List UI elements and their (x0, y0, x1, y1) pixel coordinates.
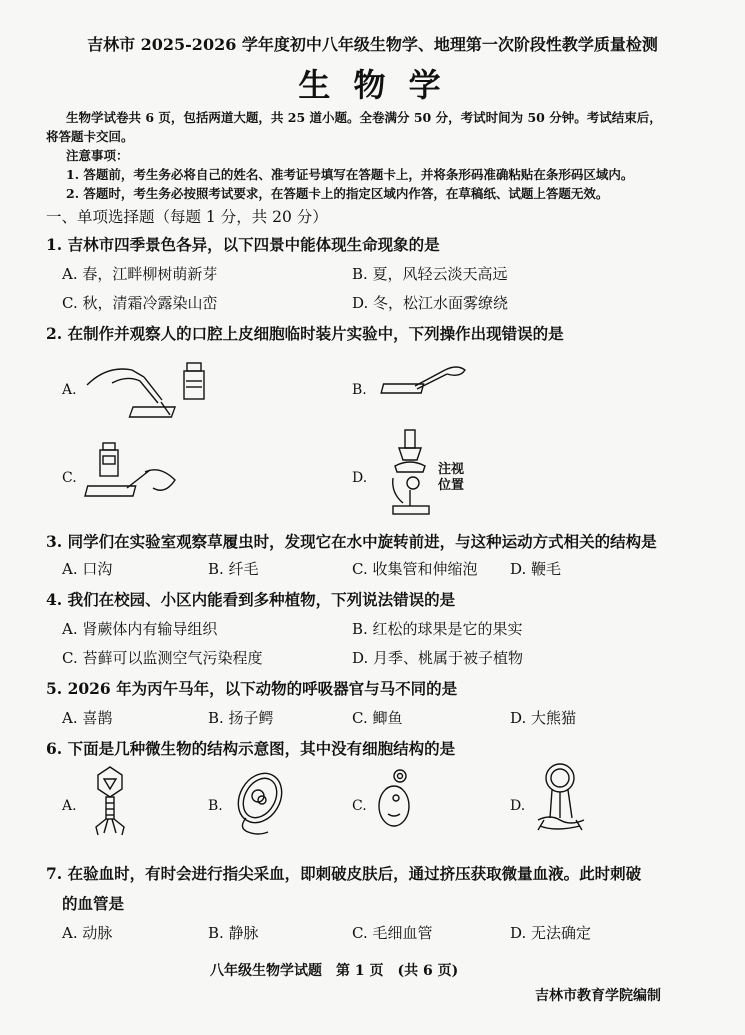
question-6-option-c[interactable]: C. (352, 798, 367, 814)
question-5-option-b[interactable]: B. 扬子鳄 (208, 709, 274, 727)
question-6-option-b[interactable]: B. (208, 798, 223, 814)
question-7-stem-line-2: 的血管是 (62, 894, 125, 913)
question-4-option-a[interactable]: A. 肾蕨体内有输导组织 (62, 620, 218, 638)
question-7-option-d[interactable]: D. 无法确定 (510, 924, 592, 942)
section-heading: 一、单项选择题（每题 1 分，共 20 分） (46, 208, 328, 226)
question-2-option-a[interactable]: A. (62, 382, 77, 398)
question-6-option-a[interactable]: A. (62, 798, 77, 814)
question-2-option-b[interactable]: B. (352, 382, 367, 398)
question-5-option-a[interactable]: A. 喜鹊 (62, 709, 113, 727)
question-6-stem: 6. 下面是几种微生物的结构示意图，其中没有细胞结构的是 (46, 739, 456, 758)
editor-credit: 吉林市教育学院编制 (535, 988, 661, 1004)
yeast-illustration (372, 768, 417, 833)
mold-illustration (530, 760, 590, 835)
question-7-option-a[interactable]: A. 动脉 (62, 924, 113, 942)
question-4-option-d[interactable]: D. 月季、桃属于被子植物 (352, 649, 524, 667)
question-1-stem: 1. 吉林市四季景色各异，以下四景中能体现生命现象的是 (46, 235, 440, 254)
question-7-stem-line-1: 7. 在验血时，有时会进行指尖采血，即刺破皮肤后，通过挤压获取微量血液。此时刺破 (46, 864, 642, 883)
intro-line-2: 将答题卡交回。 (46, 129, 134, 144)
forceps-coverslip-illustration (385, 360, 475, 405)
question-2-stem: 2. 在制作并观察人的口腔上皮细胞临时装片实验中，下列操作出现错误的是 (46, 324, 564, 343)
question-1-option-d[interactable]: D. 冬，松江水面雾缭绕 (352, 294, 509, 312)
question-3-option-a[interactable]: A. 口沟 (62, 560, 113, 578)
question-3-option-d[interactable]: D. 鞭毛 (510, 560, 562, 578)
page-footer: 八年级生物学试题 第 1 页 (共 6 页) (210, 963, 459, 979)
question-5-option-c[interactable]: C. 鲫鱼 (352, 709, 403, 727)
note-2: 2. 答题时，考生务必按照考试要求，在答题卡上的指定区域内作答，在草稿纸、试题上答题无效。 (66, 186, 609, 201)
question-2-option-d[interactable]: D. (352, 470, 368, 486)
question-4-option-b[interactable]: B. 红松的球果是它的果实 (352, 620, 523, 638)
question-1-option-b[interactable]: B. 夏，风轻云淡天高远 (352, 265, 508, 283)
dropper-bottle-slide-illustration (82, 355, 222, 435)
microscope-illustration (385, 428, 435, 518)
intro-line-1: 生物学试卷共 6 页，包括两道大题，共 25 道小题。全卷满分 50 分，考试时间为 50 分钟。考试结束后， (66, 110, 662, 125)
note-1: 1. 答题前，考生务必将自己的姓名、准考证号填写在答题卡上，并将条形码准确粘贴在条形码区域内。 (66, 167, 634, 182)
exam-header: 吉林市 2025-2026 学年度初中八年级生物学、地理第一次阶段性教学质量检测 (87, 35, 658, 54)
question-2-option-c[interactable]: C. (62, 470, 77, 486)
question-4-option-c[interactable]: C. 苔藓可以监测空气污染程度 (62, 649, 263, 667)
microscope-note-line-1: 注视 (438, 462, 465, 477)
question-1-option-a[interactable]: A. 春，江畔柳树萌新芽 (62, 265, 218, 283)
question-3-stem: 3. 同学们在实验室观察草履虫时，发现它在水中旋转前进，与这种运动方式相关的结构是 (46, 532, 657, 551)
notes-title: 注意事项： (66, 148, 129, 163)
virus-illustration (90, 765, 130, 837)
question-4-stem: 4. 我们在校园、小区内能看到多种植物，下列说法错误的是 (46, 590, 456, 609)
question-1-option-c[interactable]: C. 秋，清霜冷露染山峦 (62, 294, 218, 312)
question-3-option-b[interactable]: B. 纤毛 (208, 560, 259, 578)
question-7-option-c[interactable]: C. 毛细血管 (352, 924, 433, 942)
page-title: 生 物 学 (298, 66, 447, 104)
bacterium-illustration (228, 770, 288, 840)
question-7-option-b[interactable]: B. 静脉 (208, 924, 259, 942)
question-5-option-d[interactable]: D. 大熊猫 (510, 709, 577, 727)
question-6-option-d[interactable]: D. (510, 798, 526, 814)
microscope-note-line-2: 位置 (438, 478, 465, 493)
question-5-stem: 5. 2026 年为丙午马年，以下动物的呼吸器官与马不同的是 (46, 679, 458, 698)
iodine-staining-illustration (95, 440, 185, 505)
question-3-option-c[interactable]: C. 收集管和伸缩泡 (352, 560, 478, 578)
